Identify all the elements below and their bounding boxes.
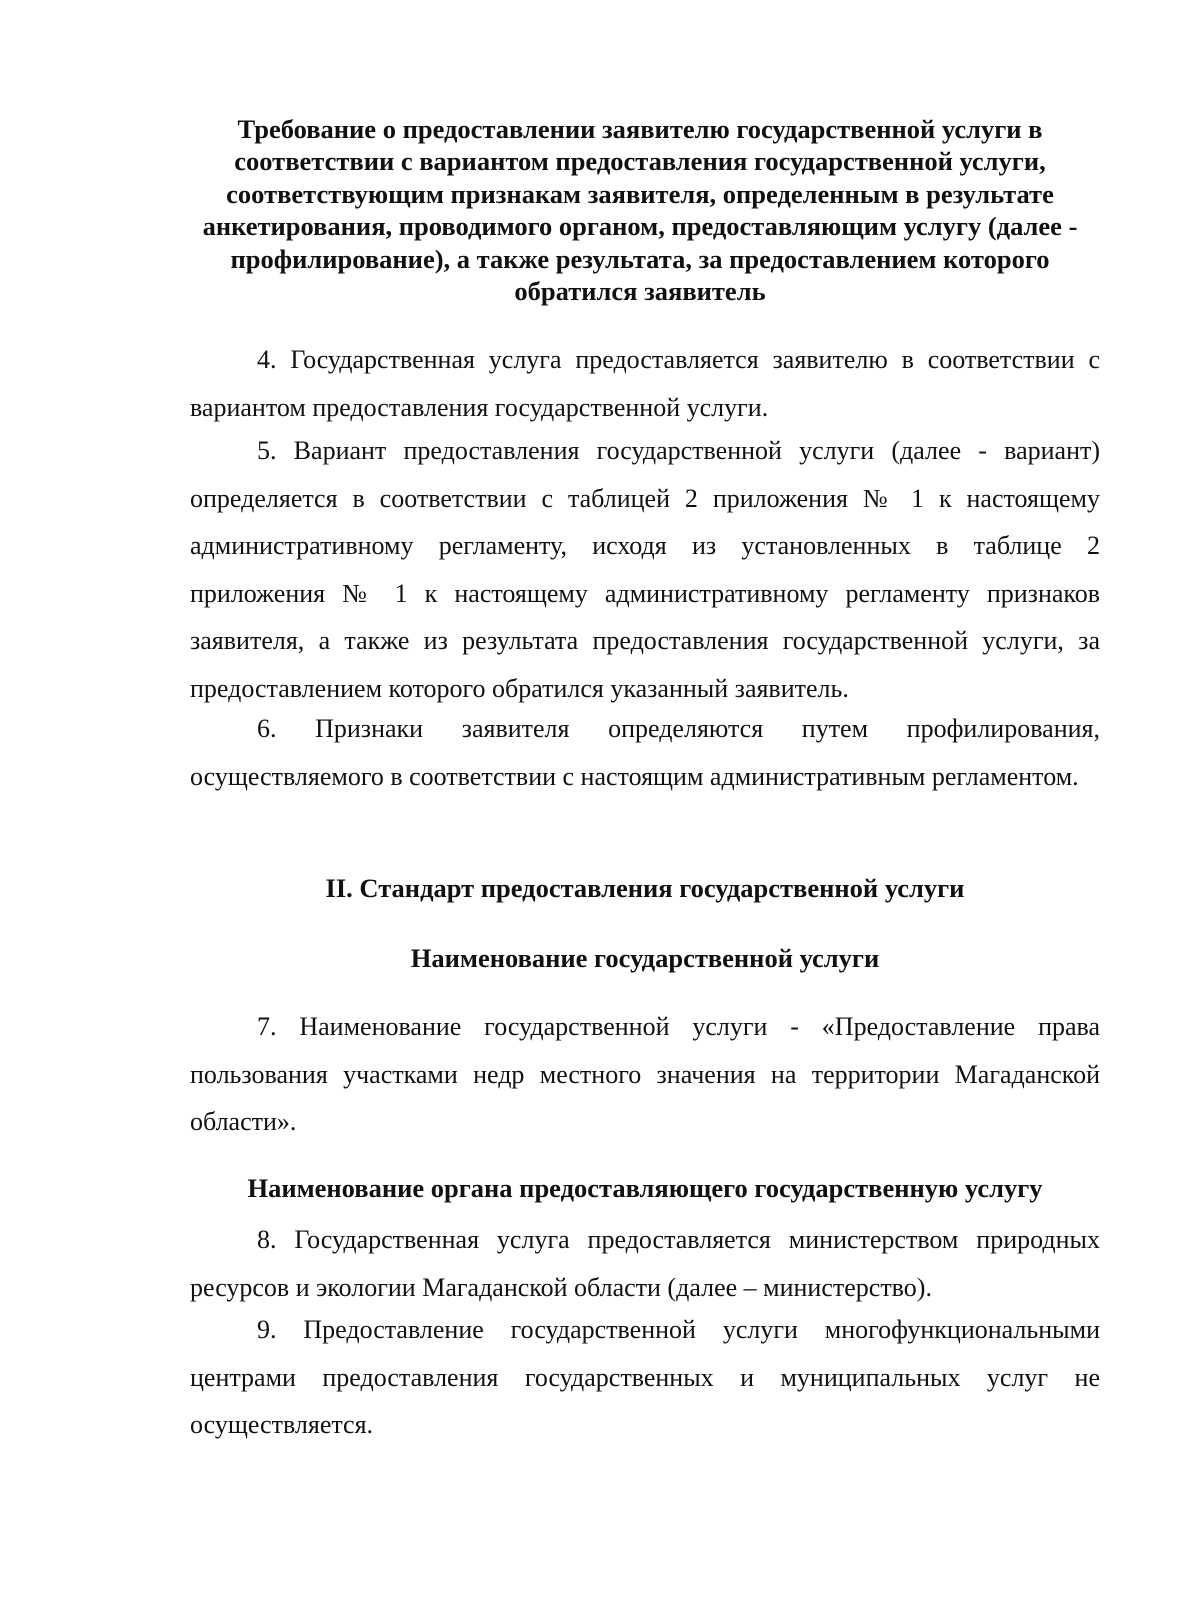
paragraph-8: 8. Государственная услуга предоставляется министерством природных ресурсов и экологии Магаданской области (далее – министерство). (190, 1225, 1100, 1302)
paragraph-7: 7. Наименование государственной услуги - «Предоставление права пользования участками недр местного значения на территории Магаданской области». (190, 1012, 1100, 1136)
section-title-standard: II. Стандарт предоставления государственной услуги (325, 873, 965, 903)
paragraph-5: 5. Вариант предоставления государственной услуги (далее - вариант) определяется в соответствии с таблицей 2 приложения № 1 к настоящему административному регламенту, исходя из установленных в таблице 2 приложения № 1 к настоящему административному регламенту признаков заявителя, а также из результата предоставления государственной услуги, за предоставлением которого обратился указанный заявитель. (190, 436, 1100, 703)
section-title-authority-name: Наименование органа предоставляющего государственную услугу (247, 1173, 1043, 1203)
paragraph-6: 6. Признаки заявителя определяются путем профилирования, осуществляемого в соответствии с настоящим административным регламентом. (190, 714, 1100, 791)
section-title-service-name: Наименование государственной услуги (410, 943, 880, 973)
intro-heading: Требование о предоставлении заявителю государственной услуги в соответствии с вариантом предоставления государственной услуги, соответствующим признакам заявителя, определенным в результате анкетирования, проводимого органом, предоставляющим услугу (далее - профилирование), а также результата, за предоставлением которого обратился заявитель (202, 114, 1078, 307)
paragraph-9: 9. Предоставление государственной услуги многофункциональными центрами предоставления государственных и муниципальных услуг не осуществляется. (190, 1315, 1100, 1439)
paragraph-4: 4. Государственная услуга предоставляется заявителю в соответствии с вариантом предоставления государственной услуги. (190, 345, 1100, 422)
